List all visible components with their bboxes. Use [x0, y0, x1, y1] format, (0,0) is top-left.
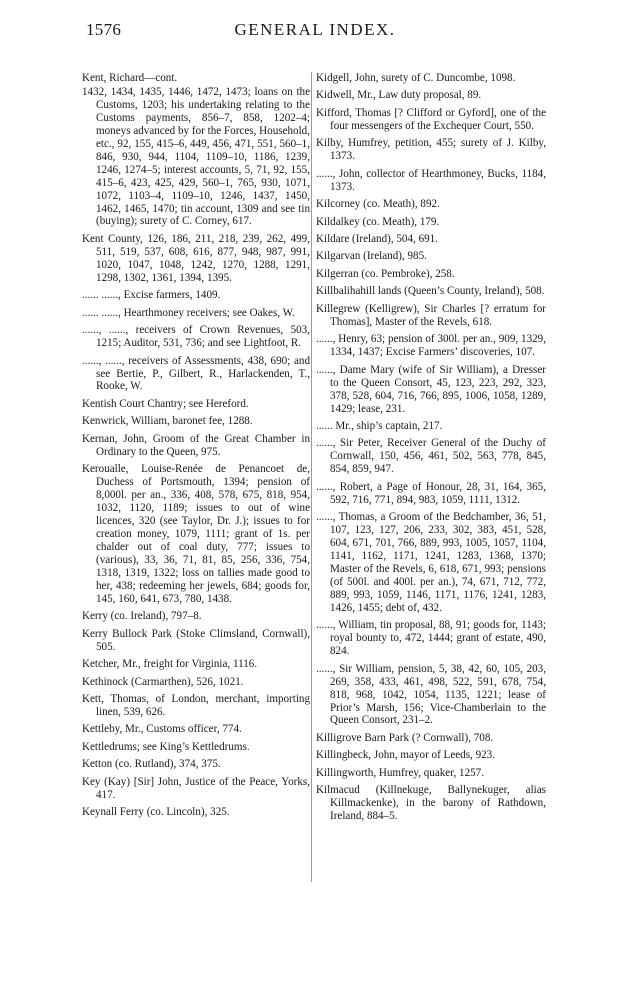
index-entry: Killigrove Barn Park (? Cornwall), 708.: [316, 731, 494, 744]
index-entry: Kilcorney (co. Meath), 892.: [316, 198, 440, 211]
index-entry: 1432, 1434, 1435, 1446, 1472, 1473; loans on the Customs, 1203; his undertaking relating to the Customs payments, 856–7, 858, 1202–4; moneys advanced by for the Forces, Household, etc., 92, 155, 415–6, 449, 456, 471, 551, 560–1, 846, 930, 944, 1104, 1109–10, 1186, 1239, 1246, 1274–5; interest accounts, 5, 71, 92, 155, 415–6, 423, 425, 429, 560–1, 765, 930, 1071, 1072, 1103–4, 1109–10, 1246, 1437, 1450, 1462, 1465, 1470; tin account, 1309 and see tin (buying); surety of C. Corney, 617.: [82, 85, 310, 228]
index-entry: ...... ......, Excise farmers, 1409.: [82, 289, 221, 302]
running-head-title: GENERAL INDEX.: [234, 20, 396, 39]
index-entry: Keroualle, Louise-Renée de Penancoet de, Duchess of Portsmouth, 1394; pension of 8,000l. per an., 336, 408, 578, 675, 818, 954, 1032, 1120, 1189; issues to out of wine licences, 320 (see Taylor, Dr. J.); issues to for creation money, 1079, 1111; grant of 1s. per chalder out of coal duty, 777; issues to (various), 33, 36, 71, 81, 85, 256, 336, 754, 1318, 1319, 1322; loss on tallies made good to her, 438; redeeming her jewels, 684; goods for, 145, 160, 641, 673, 780, 1438.: [82, 463, 310, 605]
index-entry: ......, Henry, 63; pension of 300l. per an., 909, 1329, 1334, 1437; Excise Farmers’ discoveries, 107.: [316, 333, 546, 359]
index-entry: Killingworth, Humfrey, quaker, 1257.: [316, 766, 484, 779]
index-entry: Kilby, Humfrey, petition, 455; surety of J. Kilby, 1373.: [316, 137, 546, 163]
index-entry: Kildare (Ireland), 504, 691.: [316, 233, 438, 246]
index-entry: ......, ......, receivers of Assessments, 438, 690; and see Bertie, P., Gilbert, R., Harlackenden, T., Rooke, W.: [82, 354, 310, 393]
index-entry: Kernan, John, Groom of the Great Chamber in Ordinary to the Queen, 975.: [82, 432, 310, 458]
index-entry: Kenwrick, William, baronet fee, 1288.: [82, 415, 253, 428]
page-header: [86, 16, 544, 46]
index-entry: ......, Thomas, a Groom of the Bedchamber, 36, 51, 107, 123, 127, 206, 233, 302, 383, 451, 528, 604, 671, 701, 766, 889, 993, 1005, 1057, 1104, 1141, 1162, 1171, 1241, 1283, 1368, 1370; Master of the Revels, 6, 618, 671, 993; pensions (of 500l. and 400l. per an.), 74, 671, 712, 772, 889, 993, 1059, 1146, 1171, 1176, 1241, 1283, 1426, 1455; debt of, 432.: [316, 511, 546, 614]
index-entry: Kerry (co. Ireland), 797–8.: [82, 610, 202, 623]
index-entry: Kilmacud (Killnekuge, Ballynekuger, alias Killmackenke), in the barony of Rathdown, Ireland, 884–5.: [316, 784, 546, 823]
index-entry: ......, Sir William, pension, 5, 38, 42, 60, 105, 203, 269, 358, 433, 461, 498, 522, 591, 678, 754, 818, 968, 1042, 1054, 1135, 1221; lease of Prior’s Marsh, 156; Vice-Chamberlain to the Queen Consort, 231–2.: [316, 662, 546, 727]
index-entry: Kethinock (Carmarthen), 526, 1021.: [82, 675, 244, 688]
index-column-left: [82, 72, 310, 824]
index-entry: Key (Kay) [Sir] John, Justice of the Peace, Yorks, 417.: [82, 775, 310, 801]
index-entry: Kettleby, Mr., Customs officer, 774.: [82, 723, 242, 736]
index-entry: ......, William, tin proposal, 88, 91; goods for, 1143; royal bounty to, 472, 1444; grant of estate, 490, 824.: [316, 619, 546, 658]
index-entry: Killingbeck, John, mayor of Leeds, 923.: [316, 749, 496, 762]
index-entry: Kett, Thomas, of London, merchant, importing linen, 539, 626.: [82, 692, 310, 718]
index-entry: Killegrew (Kelligrew), Sir Charles [? erratum for Thomas], Master of the Revels, 618.: [316, 302, 546, 328]
index-entry: Kidwell, Mr., Law duty proposal, 89.: [316, 89, 482, 102]
index-entry: Kifford, Thomas [? Clifford or Gyford], one of the four messengers of the Exchequer Court, 550.: [316, 106, 546, 132]
index-entry: Kent County, 126, 186, 211, 218, 239, 262, 499, 511, 519, 537, 608, 616, 877, 948, 987, 991, 1020, 1047, 1048, 1242, 1270, 1288, 1291, 1298, 1302, 1361, 1394, 1395.: [82, 232, 310, 284]
index-entry: ......, Sir Peter, Receiver General of the Duchy of Cornwall, 150, 456, 461, 502, 563, 778, 845, 854, 859, 947.: [316, 437, 546, 476]
index-entry: Ketton (co. Rutland), 374, 375.: [82, 758, 221, 771]
index-entry: Kildalkey (co. Meath), 179.: [316, 215, 440, 228]
index-column-right: [316, 72, 546, 828]
column-divider: [311, 72, 312, 882]
index-entry: ......, Dame Mary (wife of Sir William), a Dresser to the Queen Consort, 45, 123, 223, 292, 323, 378, 528, 604, 716, 766, 895, 1006, 1058, 1289, 1429; lease, 231.: [316, 363, 546, 415]
page-number: 1576: [86, 20, 122, 39]
index-entry: ...... Mr., ship’s captain, 217.: [316, 419, 443, 432]
index-entry: Killbalihahill lands (Queen’s County, Ireland), 508.: [316, 285, 545, 298]
index-entry: ...... ......, Hearthmoney receivers; see Oakes, W.: [82, 306, 295, 319]
index-entry: Ketcher, Mr., freight for Virginia, 1116.: [82, 658, 258, 671]
index-entry: Kilgerran (co. Pembroke), 258.: [316, 267, 455, 280]
index-entry: Kettledrums; see King’s Kettledrums.: [82, 740, 250, 753]
index-entry: ......, ......, receivers of Crown Revenues, 503, 1215; Auditor, 531, 736; and see Lightfoot, R.: [82, 324, 310, 350]
index-entry: Kerry Bullock Park (Stoke Climsland, Cornwall), 505.: [82, 627, 310, 653]
index-entry: Kilgarvan (Ireland), 985.: [316, 250, 427, 263]
index-entry: Kidgell, John, surety of C. Duncombe, 1098.: [316, 72, 516, 84]
index-entry: Keynall Ferry (co. Lincoln), 325.: [82, 806, 230, 819]
index-entry: Kentish Court Chantry; see Hereford.: [82, 397, 249, 410]
index-entry: ......, Robert, a Page of Honour, 28, 31, 164, 365, 592, 716, 771, 894, 983, 1059, 1111, 1312.: [316, 480, 546, 506]
index-entry: ......, John, collector of Hearthmoney, Bucks, 1184, 1373.: [316, 167, 546, 193]
index-entry: Kent, Richard—cont.: [82, 72, 178, 84]
